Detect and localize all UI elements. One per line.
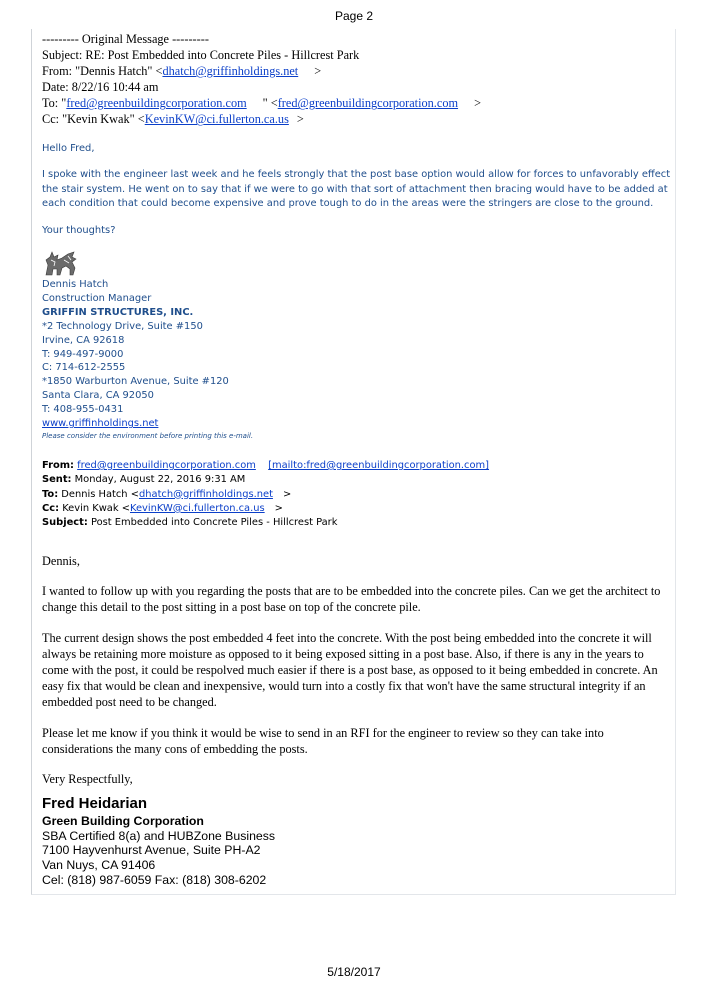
forwarded-to-suffix: >	[282, 488, 292, 500]
forwarded-to-email-link[interactable]: dhatch@griffinholdings.net	[138, 488, 273, 500]
reply-greeting: Hello Fred,	[42, 142, 95, 154]
forwarded-cc-label: Cc:	[42, 502, 60, 514]
original-from-suffix: >	[314, 64, 322, 79]
original-to-mid: " <	[262, 96, 278, 111]
page-header: Page 2	[334, 9, 374, 23]
email-body	[42, 553, 672, 788]
forwarded-from	[42, 459, 672, 473]
fred-address: 7100 Hayvenhurst Avenue, Suite PH-A2	[42, 843, 261, 858]
fred-signature	[42, 794, 672, 888]
dennis-name: Dennis Hatch	[42, 279, 109, 291]
body-closing: Very Respectfully,	[42, 772, 133, 787]
body-paragraph-1: I wanted to follow up with you regarding the posts that are to be embedded into the concrete piles. Can we get the architect to change this detail to the post sitting in a post base on top of the concrete pile.	[42, 584, 661, 615]
forwarded-to-value: Dennis Hatch <	[61, 488, 139, 500]
fred-company: Green Building Corporation	[42, 813, 204, 828]
fred-certification: SBA Certified 8(a) and HUBZone Business	[42, 828, 276, 843]
forwarded-subject-value: Post Embedded into Concrete Piles - Hillcrest Park	[90, 517, 338, 529]
body-paragraph-3: Please let me know if you think it would be wise to send in an RFI for the engineer to review so they can take into considerations the many cons of embedding the posts.	[42, 725, 604, 756]
forwarded-subject-label: Subject:	[42, 517, 88, 529]
griffin-logo-icon	[42, 248, 80, 278]
forwarded-to-label: To:	[42, 488, 59, 500]
original-message-header	[42, 31, 672, 128]
reply-question: Your thoughts?	[42, 224, 116, 236]
forwarded-cc	[42, 502, 672, 516]
dennis-phone-t1: T: 949-497-9000	[42, 348, 124, 360]
original-cc-suffix: >	[296, 112, 304, 127]
original-cc	[42, 111, 672, 127]
original-to-suffix: >	[474, 96, 481, 111]
forwarded-mailto-link[interactable]: [mailto:fred@greenbuildingcorporation.com]	[268, 460, 489, 472]
page-footer-date: 5/18/2017	[327, 965, 381, 979]
fred-city: Van Nuys, CA 91406	[42, 857, 156, 872]
fred-phone-fax: Cel: (818) 987-6059 Fax: (818) 308-6202	[42, 872, 267, 887]
dennis-phone-t2: T: 408-955-0431	[42, 404, 124, 416]
original-from	[42, 63, 672, 79]
original-from-email-link[interactable]: dhatch@griffinholdings.net	[162, 64, 299, 79]
forwarded-sent	[42, 473, 672, 487]
forwarded-sent-label: Sent:	[42, 474, 72, 486]
forwarded-from-label: From:	[42, 460, 75, 472]
reply-message	[42, 142, 672, 238]
forwarded-sent-value: Monday, August 22, 2016 9:31 AM	[74, 474, 246, 486]
forwarded-cc-suffix: >	[274, 502, 283, 514]
forwarded-from-email-link[interactable]: fred@greenbuildingcorporation.com	[77, 460, 256, 472]
forwarded-header	[42, 459, 672, 530]
email-content	[42, 31, 672, 887]
dennis-city-2: Santa Clara, CA 92050	[42, 390, 154, 402]
original-to	[42, 95, 672, 111]
forwarded-cc-email-link[interactable]: KevinKW@ci.fullerton.ca.us	[129, 502, 265, 514]
body-greeting: Dennis,	[42, 553, 80, 568]
body-paragraph-2: The current design shows the post embedded 4 feet into the concrete. With the post being embedded into the concrete it will always be retaining more moisture as opposed to it being exposed sitting in a post base. Also, if there is any in the years to come with the post, it could be respolved much easier if there is a post base, as opposed to it being embedded in concrete. An easy fix that would be clean and inexpensive, would turn into a costly fix that won't have the same structural integrity if an embedded post need to be changed.	[42, 630, 658, 710]
original-cc-prefix: Cc: "Kevin Kwak" <	[42, 112, 145, 127]
dennis-phone-c1: C: 714-612-2555	[42, 362, 126, 374]
original-subject: Subject: RE: Post Embedded into Concrete Piles - Hillcrest Park	[42, 48, 360, 63]
dennis-company: GRIFFIN STRUCTURES, INC.	[42, 306, 194, 318]
forwarded-to	[42, 488, 672, 502]
original-from-prefix: From: "Dennis Hatch" <	[42, 64, 163, 79]
dennis-address-2: *1850 Warburton Avenue, Suite #120	[42, 376, 229, 388]
dennis-title: Construction Manager	[42, 292, 152, 304]
original-date: Date: 8/22/16 10:44 am	[42, 80, 159, 95]
original-to-email-link[interactable]: fred@greenbuildingcorporation.com	[66, 96, 247, 111]
original-message-separator: --------- Original Message ---------	[42, 32, 209, 46]
dennis-website-link[interactable]: www.griffinholdings.net	[42, 418, 159, 430]
reply-paragraph: I spoke with the engineer last week and he feels strongly that the post base option would allow for forces to unfavorably effect the stair system. He went on to say that if we were to go with that sort of attachment then bracing would have to be added at each condition that could become expensive and prove tough to do in the areas were the stringers are close to the ground.	[42, 169, 671, 209]
original-to-email-link-2[interactable]: fred@greenbuildingcorporation.com	[277, 96, 459, 111]
original-to-prefix: To: "	[42, 96, 67, 111]
fred-name: Fred Heidarian	[42, 794, 148, 812]
dennis-environment-note: Please consider the environment before printing this e-mail.	[42, 432, 254, 441]
forwarded-cc-value: Kevin Kwak <	[62, 502, 130, 514]
dennis-signature	[42, 278, 672, 442]
dennis-city-1: Irvine, CA 92618	[42, 334, 125, 346]
forwarded-subject	[42, 516, 672, 530]
dennis-address-1: *2 Technology Drive, Suite #150	[42, 320, 203, 332]
original-cc-email-link[interactable]: KevinKW@ci.fullerton.ca.us	[144, 112, 289, 127]
